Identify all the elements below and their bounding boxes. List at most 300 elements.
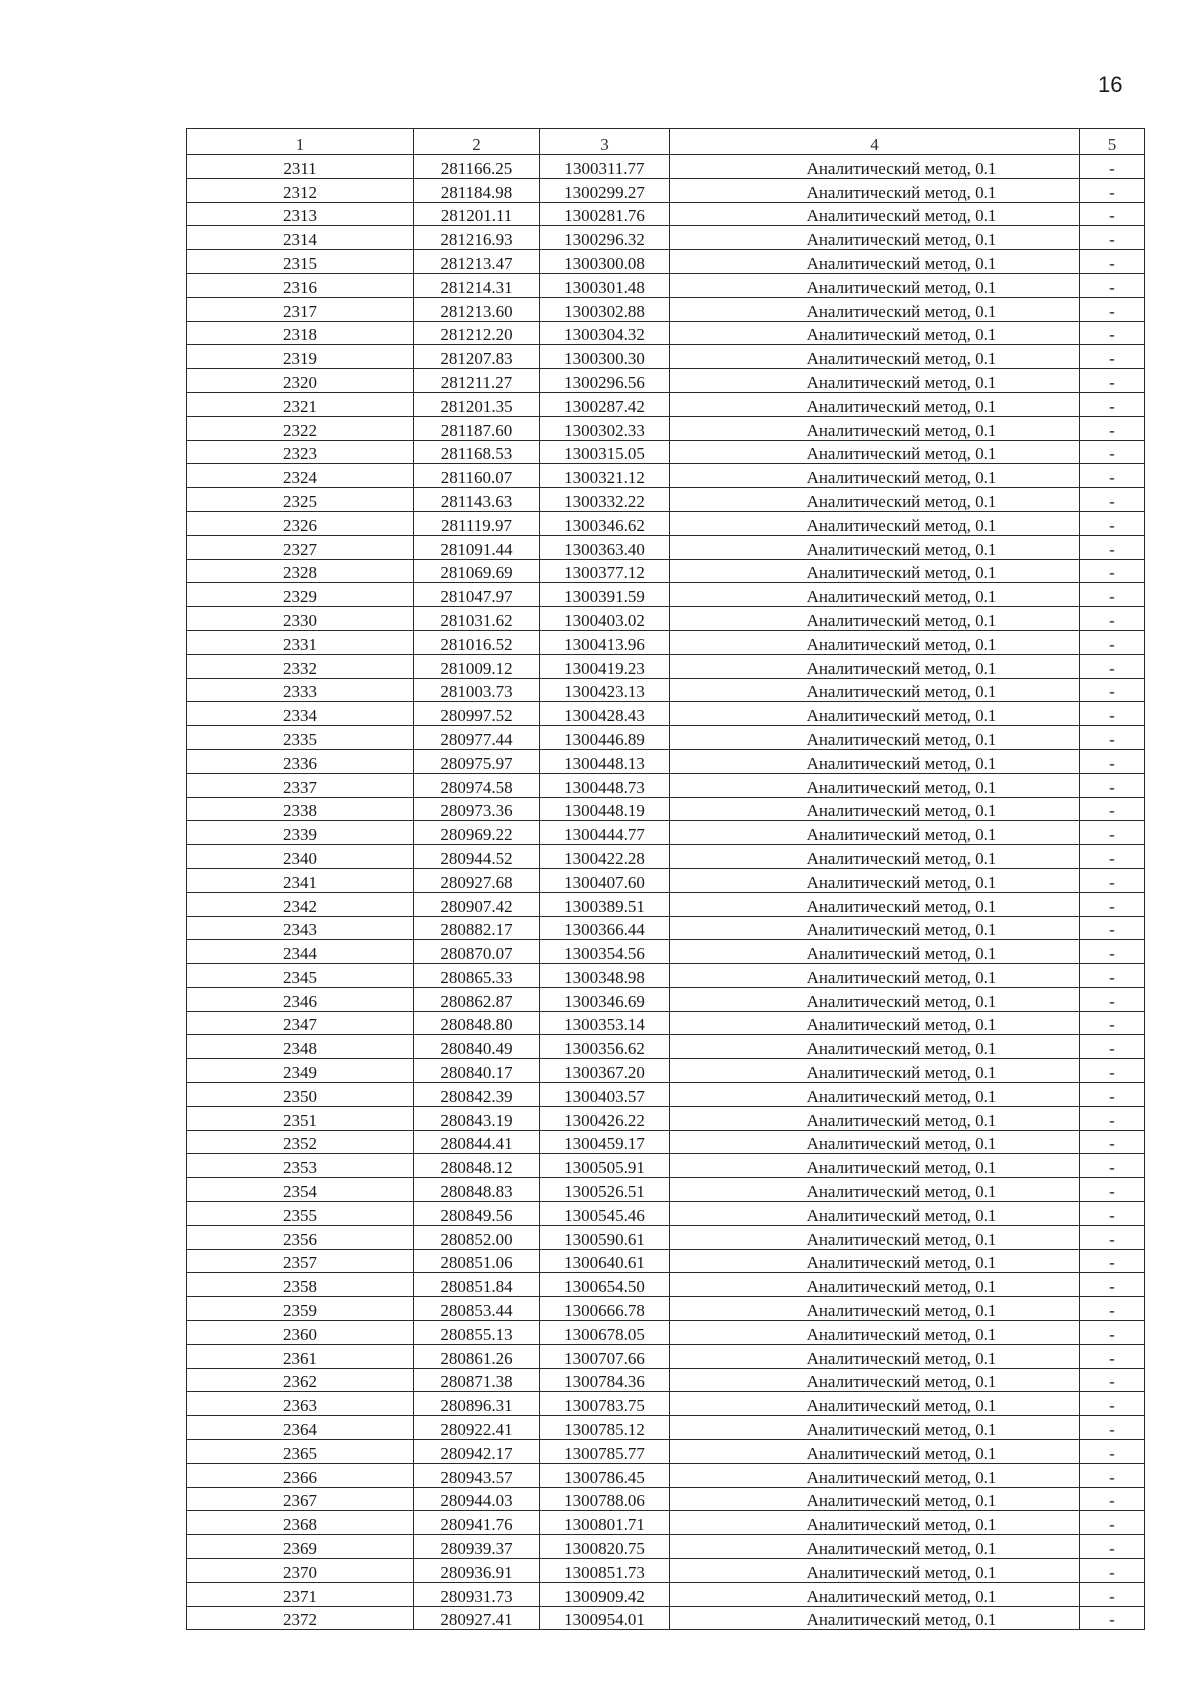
description-cell: - (1080, 488, 1145, 512)
method-cell: Аналитический метод, 0.1 (670, 678, 1080, 702)
description-cell: - (1080, 202, 1145, 226)
description-cell: - (1080, 155, 1145, 179)
x-coordinate-cell: 280977.44 (414, 726, 540, 750)
method-cell: Аналитический метод, 0.1 (670, 511, 1080, 535)
x-coordinate-cell: 280844.41 (414, 1130, 540, 1154)
y-coordinate-cell: 1300296.32 (540, 226, 670, 250)
x-coordinate-cell: 280975.97 (414, 749, 540, 773)
x-coordinate-cell: 280896.31 (414, 1392, 540, 1416)
x-coordinate-cell: 280974.58 (414, 773, 540, 797)
method-cell: Аналитический метод, 0.1 (670, 392, 1080, 416)
table-row (187, 868, 1145, 892)
y-coordinate-cell: 1300407.60 (540, 868, 670, 892)
description-cell: - (1080, 321, 1145, 345)
table-row (187, 464, 1145, 488)
point-number-cell: 2362 (187, 1368, 414, 1392)
table-row (187, 1392, 1145, 1416)
x-coordinate-cell: 280862.87 (414, 987, 540, 1011)
method-cell: Аналитический метод, 0.1 (670, 178, 1080, 202)
method-cell: Аналитический метод, 0.1 (670, 749, 1080, 773)
method-cell: Аналитический метод, 0.1 (670, 1392, 1080, 1416)
point-number-cell: 2360 (187, 1321, 414, 1345)
header-y-coordinate: 3 (540, 129, 670, 155)
y-coordinate-cell: 1300783.75 (540, 1392, 670, 1416)
point-number-cell: 2311 (187, 155, 414, 179)
point-number-cell: 2332 (187, 654, 414, 678)
description-cell: - (1080, 1273, 1145, 1297)
point-number-cell: 2352 (187, 1130, 414, 1154)
description-cell: - (1080, 797, 1145, 821)
description-cell: - (1080, 1130, 1145, 1154)
x-coordinate-cell: 281047.97 (414, 583, 540, 607)
x-coordinate-cell: 280871.38 (414, 1368, 540, 1392)
x-coordinate-cell: 281213.47 (414, 250, 540, 274)
x-coordinate-cell: 281091.44 (414, 535, 540, 559)
y-coordinate-cell: 1300346.62 (540, 511, 670, 535)
table-row (187, 749, 1145, 773)
y-coordinate-cell: 1300785.77 (540, 1440, 670, 1464)
method-cell: Аналитический метод, 0.1 (670, 321, 1080, 345)
description-cell: - (1080, 678, 1145, 702)
point-number-cell: 2316 (187, 273, 414, 297)
x-coordinate-cell: 280840.17 (414, 1059, 540, 1083)
method-cell: Аналитический метод, 0.1 (670, 416, 1080, 440)
method-cell: Аналитический метод, 0.1 (670, 1582, 1080, 1606)
table-row (187, 987, 1145, 1011)
method-cell: Аналитический метод, 0.1 (670, 559, 1080, 583)
point-number-cell: 2350 (187, 1083, 414, 1107)
method-cell: Аналитический метод, 0.1 (670, 345, 1080, 369)
y-coordinate-cell: 1300363.40 (540, 535, 670, 559)
point-number-cell: 2345 (187, 964, 414, 988)
description-cell: - (1080, 773, 1145, 797)
point-number-cell: 2336 (187, 749, 414, 773)
method-cell: Аналитический метод, 0.1 (670, 1344, 1080, 1368)
x-coordinate-cell: 280939.37 (414, 1535, 540, 1559)
point-number-cell: 2358 (187, 1273, 414, 1297)
point-number-cell: 2349 (187, 1059, 414, 1083)
table-row (187, 1202, 1145, 1226)
point-number-cell: 2366 (187, 1463, 414, 1487)
table-row (187, 392, 1145, 416)
method-cell: Аналитический метод, 0.1 (670, 630, 1080, 654)
table-header (187, 129, 1145, 155)
point-number-cell: 2313 (187, 202, 414, 226)
point-number-cell: 2368 (187, 1511, 414, 1535)
table-row (187, 369, 1145, 393)
y-coordinate-cell: 1300299.27 (540, 178, 670, 202)
table-row (187, 678, 1145, 702)
y-coordinate-cell: 1300413.96 (540, 630, 670, 654)
method-cell: Аналитический метод, 0.1 (670, 1416, 1080, 1440)
table-row (187, 1154, 1145, 1178)
y-coordinate-cell: 1300505.91 (540, 1154, 670, 1178)
table-row (187, 797, 1145, 821)
point-number-cell: 2351 (187, 1106, 414, 1130)
header-x-coordinate: 2 (414, 129, 540, 155)
description-cell: - (1080, 1511, 1145, 1535)
y-coordinate-cell: 1300446.89 (540, 726, 670, 750)
table-row (187, 773, 1145, 797)
point-number-cell: 2324 (187, 464, 414, 488)
table-row (187, 250, 1145, 274)
point-number-cell: 2365 (187, 1440, 414, 1464)
point-number-cell: 2331 (187, 630, 414, 654)
point-number-cell: 2341 (187, 868, 414, 892)
description-cell: - (1080, 1440, 1145, 1464)
point-number-cell: 2370 (187, 1559, 414, 1583)
table-row (187, 297, 1145, 321)
x-coordinate-cell: 281016.52 (414, 630, 540, 654)
method-cell: Аналитический метод, 0.1 (670, 892, 1080, 916)
point-number-cell: 2355 (187, 1202, 414, 1226)
description-cell: - (1080, 1535, 1145, 1559)
description-cell: - (1080, 416, 1145, 440)
method-cell: Аналитический метод, 0.1 (670, 464, 1080, 488)
table-row (187, 1344, 1145, 1368)
point-number-cell: 2354 (187, 1178, 414, 1202)
y-coordinate-cell: 1300287.42 (540, 392, 670, 416)
description-cell: - (1080, 1582, 1145, 1606)
table-row (187, 1297, 1145, 1321)
table-row (187, 559, 1145, 583)
method-cell: Аналитический метод, 0.1 (670, 964, 1080, 988)
table-row (187, 892, 1145, 916)
description-cell: - (1080, 369, 1145, 393)
method-cell: Аналитический метод, 0.1 (670, 369, 1080, 393)
table-row (187, 916, 1145, 940)
x-coordinate-cell: 280855.13 (414, 1321, 540, 1345)
y-coordinate-cell: 1300820.75 (540, 1535, 670, 1559)
description-cell: - (1080, 749, 1145, 773)
x-coordinate-cell: 281216.93 (414, 226, 540, 250)
method-cell: Аналитический метод, 0.1 (670, 726, 1080, 750)
table-row (187, 583, 1145, 607)
method-cell: Аналитический метод, 0.1 (670, 1606, 1080, 1630)
x-coordinate-cell: 281160.07 (414, 464, 540, 488)
y-coordinate-cell: 1300851.73 (540, 1559, 670, 1583)
table-row (187, 1225, 1145, 1249)
y-coordinate-cell: 1300640.61 (540, 1249, 670, 1273)
description-cell: - (1080, 1011, 1145, 1035)
y-coordinate-cell: 1300545.46 (540, 1202, 670, 1226)
description-cell: - (1080, 226, 1145, 250)
method-cell: Аналитический метод, 0.1 (670, 1249, 1080, 1273)
y-coordinate-cell: 1300786.45 (540, 1463, 670, 1487)
y-coordinate-cell: 1300678.05 (540, 1321, 670, 1345)
table-row (187, 1059, 1145, 1083)
x-coordinate-cell: 280843.19 (414, 1106, 540, 1130)
x-coordinate-cell: 281212.20 (414, 321, 540, 345)
y-coordinate-cell: 1300389.51 (540, 892, 670, 916)
method-cell: Аналитический метод, 0.1 (670, 250, 1080, 274)
table-row (187, 964, 1145, 988)
method-cell: Аналитический метод, 0.1 (670, 1154, 1080, 1178)
y-coordinate-cell: 1300448.73 (540, 773, 670, 797)
x-coordinate-cell: 280848.80 (414, 1011, 540, 1035)
y-coordinate-cell: 1300348.98 (540, 964, 670, 988)
point-number-cell: 2312 (187, 178, 414, 202)
point-number-cell: 2322 (187, 416, 414, 440)
method-cell: Аналитический метод, 0.1 (670, 273, 1080, 297)
point-number-cell: 2318 (187, 321, 414, 345)
table-row (187, 155, 1145, 179)
table-row (187, 607, 1145, 631)
point-number-cell: 2359 (187, 1297, 414, 1321)
x-coordinate-cell: 281143.63 (414, 488, 540, 512)
x-coordinate-cell: 280848.83 (414, 1178, 540, 1202)
point-number-cell: 2347 (187, 1011, 414, 1035)
y-coordinate-cell: 1300666.78 (540, 1297, 670, 1321)
table-row (187, 821, 1145, 845)
table-row (187, 702, 1145, 726)
method-cell: Аналитический метод, 0.1 (670, 916, 1080, 940)
x-coordinate-cell: 280849.56 (414, 1202, 540, 1226)
point-number-cell: 2339 (187, 821, 414, 845)
table-row (187, 178, 1145, 202)
point-number-cell: 2353 (187, 1154, 414, 1178)
x-coordinate-cell: 280848.12 (414, 1154, 540, 1178)
method-cell: Аналитический метод, 0.1 (670, 1178, 1080, 1202)
method-cell: Аналитический метод, 0.1 (670, 1297, 1080, 1321)
y-coordinate-cell: 1300459.17 (540, 1130, 670, 1154)
x-coordinate-cell: 281211.27 (414, 369, 540, 393)
x-coordinate-cell: 281213.60 (414, 297, 540, 321)
method-cell: Аналитический метод, 0.1 (670, 607, 1080, 631)
description-cell: - (1080, 178, 1145, 202)
y-coordinate-cell: 1300391.59 (540, 583, 670, 607)
method-cell: Аналитический метод, 0.1 (670, 797, 1080, 821)
method-cell: Аналитический метод, 0.1 (670, 155, 1080, 179)
description-cell: - (1080, 559, 1145, 583)
y-coordinate-cell: 1300590.61 (540, 1225, 670, 1249)
table-row (187, 1487, 1145, 1511)
description-cell: - (1080, 1344, 1145, 1368)
point-number-cell: 2319 (187, 345, 414, 369)
description-cell: - (1080, 892, 1145, 916)
x-coordinate-cell: 280931.73 (414, 1582, 540, 1606)
x-coordinate-cell: 280842.39 (414, 1083, 540, 1107)
x-coordinate-cell: 280865.33 (414, 964, 540, 988)
table-row (187, 1463, 1145, 1487)
x-coordinate-cell: 280882.17 (414, 916, 540, 940)
method-cell: Аналитический метод, 0.1 (670, 440, 1080, 464)
point-number-cell: 2327 (187, 535, 414, 559)
y-coordinate-cell: 1300403.02 (540, 607, 670, 631)
description-cell: - (1080, 464, 1145, 488)
description-cell: - (1080, 392, 1145, 416)
x-coordinate-cell: 280861.26 (414, 1344, 540, 1368)
page-number: 16 (1098, 72, 1123, 97)
table-row (187, 345, 1145, 369)
description-cell: - (1080, 1321, 1145, 1345)
table-row (187, 1535, 1145, 1559)
point-number-cell: 2325 (187, 488, 414, 512)
y-coordinate-cell: 1300707.66 (540, 1344, 670, 1368)
x-coordinate-cell: 280853.44 (414, 1297, 540, 1321)
table-row (187, 440, 1145, 464)
x-coordinate-cell: 280997.52 (414, 702, 540, 726)
x-coordinate-cell: 280870.07 (414, 940, 540, 964)
header-description: 5 (1080, 129, 1145, 155)
method-cell: Аналитический метод, 0.1 (670, 845, 1080, 869)
y-coordinate-cell: 1300354.56 (540, 940, 670, 964)
header-point-number: 1 (187, 129, 414, 155)
x-coordinate-cell: 281207.83 (414, 345, 540, 369)
y-coordinate-cell: 1300300.30 (540, 345, 670, 369)
x-coordinate-cell: 280852.00 (414, 1225, 540, 1249)
x-coordinate-cell: 281009.12 (414, 654, 540, 678)
point-number-cell: 2369 (187, 1535, 414, 1559)
y-coordinate-cell: 1300784.36 (540, 1368, 670, 1392)
y-coordinate-cell: 1300302.33 (540, 416, 670, 440)
y-coordinate-cell: 1300428.43 (540, 702, 670, 726)
point-number-cell: 2335 (187, 726, 414, 750)
method-cell: Аналитический метод, 0.1 (670, 702, 1080, 726)
y-coordinate-cell: 1300788.06 (540, 1487, 670, 1511)
description-cell: - (1080, 987, 1145, 1011)
x-coordinate-cell: 280922.41 (414, 1416, 540, 1440)
method-cell: Аналитический метод, 0.1 (670, 1368, 1080, 1392)
table-row (187, 202, 1145, 226)
method-cell: Аналитический метод, 0.1 (670, 1321, 1080, 1345)
point-number-cell: 2320 (187, 369, 414, 393)
description-cell: - (1080, 1178, 1145, 1202)
x-coordinate-cell: 281166.25 (414, 155, 540, 179)
point-number-cell: 2314 (187, 226, 414, 250)
description-cell: - (1080, 916, 1145, 940)
table-row (187, 535, 1145, 559)
point-number-cell: 2372 (187, 1606, 414, 1630)
method-cell: Аналитический метод, 0.1 (670, 1011, 1080, 1035)
table-row (187, 321, 1145, 345)
y-coordinate-cell: 1300311.77 (540, 155, 670, 179)
point-number-cell: 2364 (187, 1416, 414, 1440)
method-cell: Аналитический метод, 0.1 (670, 1035, 1080, 1059)
y-coordinate-cell: 1300346.69 (540, 987, 670, 1011)
point-number-cell: 2338 (187, 797, 414, 821)
point-number-cell: 2356 (187, 1225, 414, 1249)
description-cell: - (1080, 1225, 1145, 1249)
y-coordinate-cell: 1300366.44 (540, 916, 670, 940)
y-coordinate-cell: 1300281.76 (540, 202, 670, 226)
table-row (187, 1606, 1145, 1630)
point-number-cell: 2330 (187, 607, 414, 631)
description-cell: - (1080, 1106, 1145, 1130)
y-coordinate-cell: 1300419.23 (540, 654, 670, 678)
description-cell: - (1080, 726, 1145, 750)
x-coordinate-cell: 280927.41 (414, 1606, 540, 1630)
table-row (187, 1416, 1145, 1440)
method-cell: Аналитический метод, 0.1 (670, 535, 1080, 559)
table-row (187, 511, 1145, 535)
description-cell: - (1080, 1487, 1145, 1511)
description-cell: - (1080, 1202, 1145, 1226)
method-cell: Аналитический метод, 0.1 (670, 1463, 1080, 1487)
x-coordinate-cell: 281184.98 (414, 178, 540, 202)
point-number-cell: 2371 (187, 1582, 414, 1606)
point-number-cell: 2315 (187, 250, 414, 274)
y-coordinate-cell: 1300315.05 (540, 440, 670, 464)
point-number-cell: 2323 (187, 440, 414, 464)
description-cell: - (1080, 535, 1145, 559)
method-cell: Аналитический метод, 0.1 (670, 297, 1080, 321)
description-cell: - (1080, 940, 1145, 964)
description-cell: - (1080, 250, 1145, 274)
description-cell: - (1080, 1083, 1145, 1107)
method-cell: Аналитический метод, 0.1 (670, 1511, 1080, 1535)
y-coordinate-cell: 1300332.22 (540, 488, 670, 512)
x-coordinate-cell: 280969.22 (414, 821, 540, 845)
point-number-cell: 2344 (187, 940, 414, 964)
x-coordinate-cell: 281187.60 (414, 416, 540, 440)
y-coordinate-cell: 1300426.22 (540, 1106, 670, 1130)
table-row (187, 630, 1145, 654)
x-coordinate-cell: 280840.49 (414, 1035, 540, 1059)
table-row (187, 1178, 1145, 1202)
method-cell: Аналитический метод, 0.1 (670, 1083, 1080, 1107)
table-row (187, 654, 1145, 678)
x-coordinate-cell: 280973.36 (414, 797, 540, 821)
table-row (187, 488, 1145, 512)
header-row (187, 129, 1145, 155)
method-cell: Аналитический метод, 0.1 (670, 1273, 1080, 1297)
description-cell: - (1080, 440, 1145, 464)
y-coordinate-cell: 1300403.57 (540, 1083, 670, 1107)
method-cell: Аналитический метод, 0.1 (670, 1559, 1080, 1583)
x-coordinate-cell: 281003.73 (414, 678, 540, 702)
point-number-cell: 2321 (187, 392, 414, 416)
point-number-cell: 2334 (187, 702, 414, 726)
description-cell: - (1080, 297, 1145, 321)
x-coordinate-cell: 280851.84 (414, 1273, 540, 1297)
point-number-cell: 2343 (187, 916, 414, 940)
y-coordinate-cell: 1300422.28 (540, 845, 670, 869)
point-number-cell: 2329 (187, 583, 414, 607)
description-cell: - (1080, 1559, 1145, 1583)
description-cell: - (1080, 868, 1145, 892)
y-coordinate-cell: 1300377.12 (540, 559, 670, 583)
x-coordinate-cell: 281168.53 (414, 440, 540, 464)
point-number-cell: 2333 (187, 678, 414, 702)
table-row (187, 1106, 1145, 1130)
table-row (187, 1559, 1145, 1583)
y-coordinate-cell: 1300302.88 (540, 297, 670, 321)
point-number-cell: 2337 (187, 773, 414, 797)
table-row (187, 1011, 1145, 1035)
point-number-cell: 2361 (187, 1344, 414, 1368)
y-coordinate-cell: 1300448.19 (540, 797, 670, 821)
description-cell: - (1080, 583, 1145, 607)
method-cell: Аналитический метод, 0.1 (670, 1106, 1080, 1130)
y-coordinate-cell: 1300526.51 (540, 1178, 670, 1202)
y-coordinate-cell: 1300296.56 (540, 369, 670, 393)
method-cell: Аналитический метод, 0.1 (670, 1487, 1080, 1511)
description-cell: - (1080, 607, 1145, 631)
point-number-cell: 2342 (187, 892, 414, 916)
method-cell: Аналитический метод, 0.1 (670, 773, 1080, 797)
y-coordinate-cell: 1300954.01 (540, 1606, 670, 1630)
description-cell: - (1080, 1463, 1145, 1487)
table-row (187, 1035, 1145, 1059)
description-cell: - (1080, 1035, 1145, 1059)
method-cell: Аналитический метод, 0.1 (670, 202, 1080, 226)
y-coordinate-cell: 1300304.32 (540, 321, 670, 345)
table-row (187, 1321, 1145, 1345)
y-coordinate-cell: 1300444.77 (540, 821, 670, 845)
method-cell: Аналитический метод, 0.1 (670, 488, 1080, 512)
table-row (187, 1130, 1145, 1154)
